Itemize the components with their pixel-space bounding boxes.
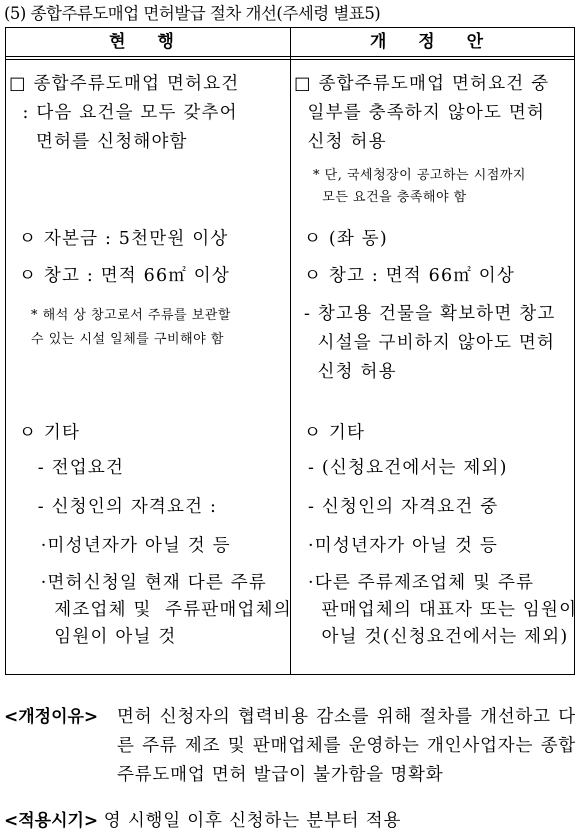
revised-note: 모든 요건을 충족해야 함 bbox=[313, 190, 467, 205]
current-line: ㅇ 창고 : 면적 66㎡ 이상 bbox=[19, 266, 231, 286]
revised-line: 판매업체의 대표자 또는 임원이 bbox=[308, 600, 578, 620]
revised-line: - 신청인의 자격요건 중 bbox=[308, 497, 499, 517]
header-revised: 개 정 안 bbox=[369, 32, 497, 52]
revised-line: 일부를 충족하지 않아도 면허 bbox=[294, 103, 546, 123]
revision-reason-label: <개정이유> bbox=[4, 707, 99, 727]
current-line: 면허를 신청해야함 bbox=[9, 132, 188, 152]
revised-line: 시설을 구비하지 않아도 면허 bbox=[304, 333, 556, 353]
revised-line: 신청 허용 bbox=[294, 132, 387, 152]
current-note: * 해석 상 창고로서 주류를 보관할 bbox=[31, 308, 231, 323]
revised-line: ·다른 주류제조업체 및 주류 bbox=[308, 573, 535, 593]
revised-line: ·미성년자가 아닐 것 등 bbox=[308, 536, 498, 556]
current-column bbox=[6, 62, 290, 674]
current-line: ㅇ 기타 bbox=[19, 423, 81, 443]
header-current: 현 행 bbox=[109, 32, 187, 52]
current-note: 수 있는 시설 일체를 구비해야 함 bbox=[31, 332, 224, 347]
revised-note: * 단, 국세청장이 공고하는 시점까지 bbox=[313, 168, 526, 183]
comparison-table bbox=[5, 27, 578, 675]
revision-reason-text: 면허 신청자의 협력비용 감소를 위해 절차를 개선하고 다른 주류 제조 및 판매업체를 운영하는 개인사업자는 종합주류도매업 면허 발급이 불가함을 명확화 bbox=[117, 707, 576, 785]
current-line: □ 종합주류도매업 면허요건 bbox=[9, 74, 240, 94]
revised-line: ㅇ 창고 : 면적 66㎡ 이상 bbox=[304, 266, 516, 286]
revised-line: 아닐 것(신청요건에서는 제외) bbox=[308, 627, 569, 647]
current-line: : 다음 요건을 모두 갖추어 bbox=[9, 103, 238, 123]
section-title: (5) 종합주류도매업 면허발급 절차 개선(주세령 별표5) bbox=[4, 4, 381, 23]
current-line: ㅇ 자본금 : 5천만원 이상 bbox=[19, 229, 229, 249]
revised-line: □ 종합주류도매업 면허요건 중 bbox=[294, 74, 550, 94]
application-period-text: 영 시행일 이후 신청하는 분부터 적용 bbox=[103, 811, 402, 831]
current-line: 임원이 아닐 것 bbox=[34, 627, 177, 647]
revised-line: 신청 허용 bbox=[304, 362, 397, 382]
current-line: ·미성년자가 아닐 것 등 bbox=[34, 536, 231, 556]
revised-column bbox=[291, 62, 578, 674]
current-line: ·면허신청일 현재 다른 주류 bbox=[34, 573, 267, 593]
revised-line: ㅇ 기타 bbox=[304, 423, 366, 443]
revised-line: ㅇ (좌 동) bbox=[304, 229, 388, 249]
revised-line: - (신청요건에서는 제외) bbox=[308, 458, 508, 478]
current-line: 제조업체 및 주류판매업체의 bbox=[34, 600, 292, 620]
application-period bbox=[4, 806, 401, 832]
application-period-label: <적용시기> bbox=[4, 811, 99, 831]
current-line: - 전업요건 bbox=[31, 458, 125, 478]
revised-line: - 창고용 건물을 확보하면 창고 bbox=[304, 304, 556, 324]
current-line: - 신청인의 자격요건 : bbox=[31, 497, 218, 517]
